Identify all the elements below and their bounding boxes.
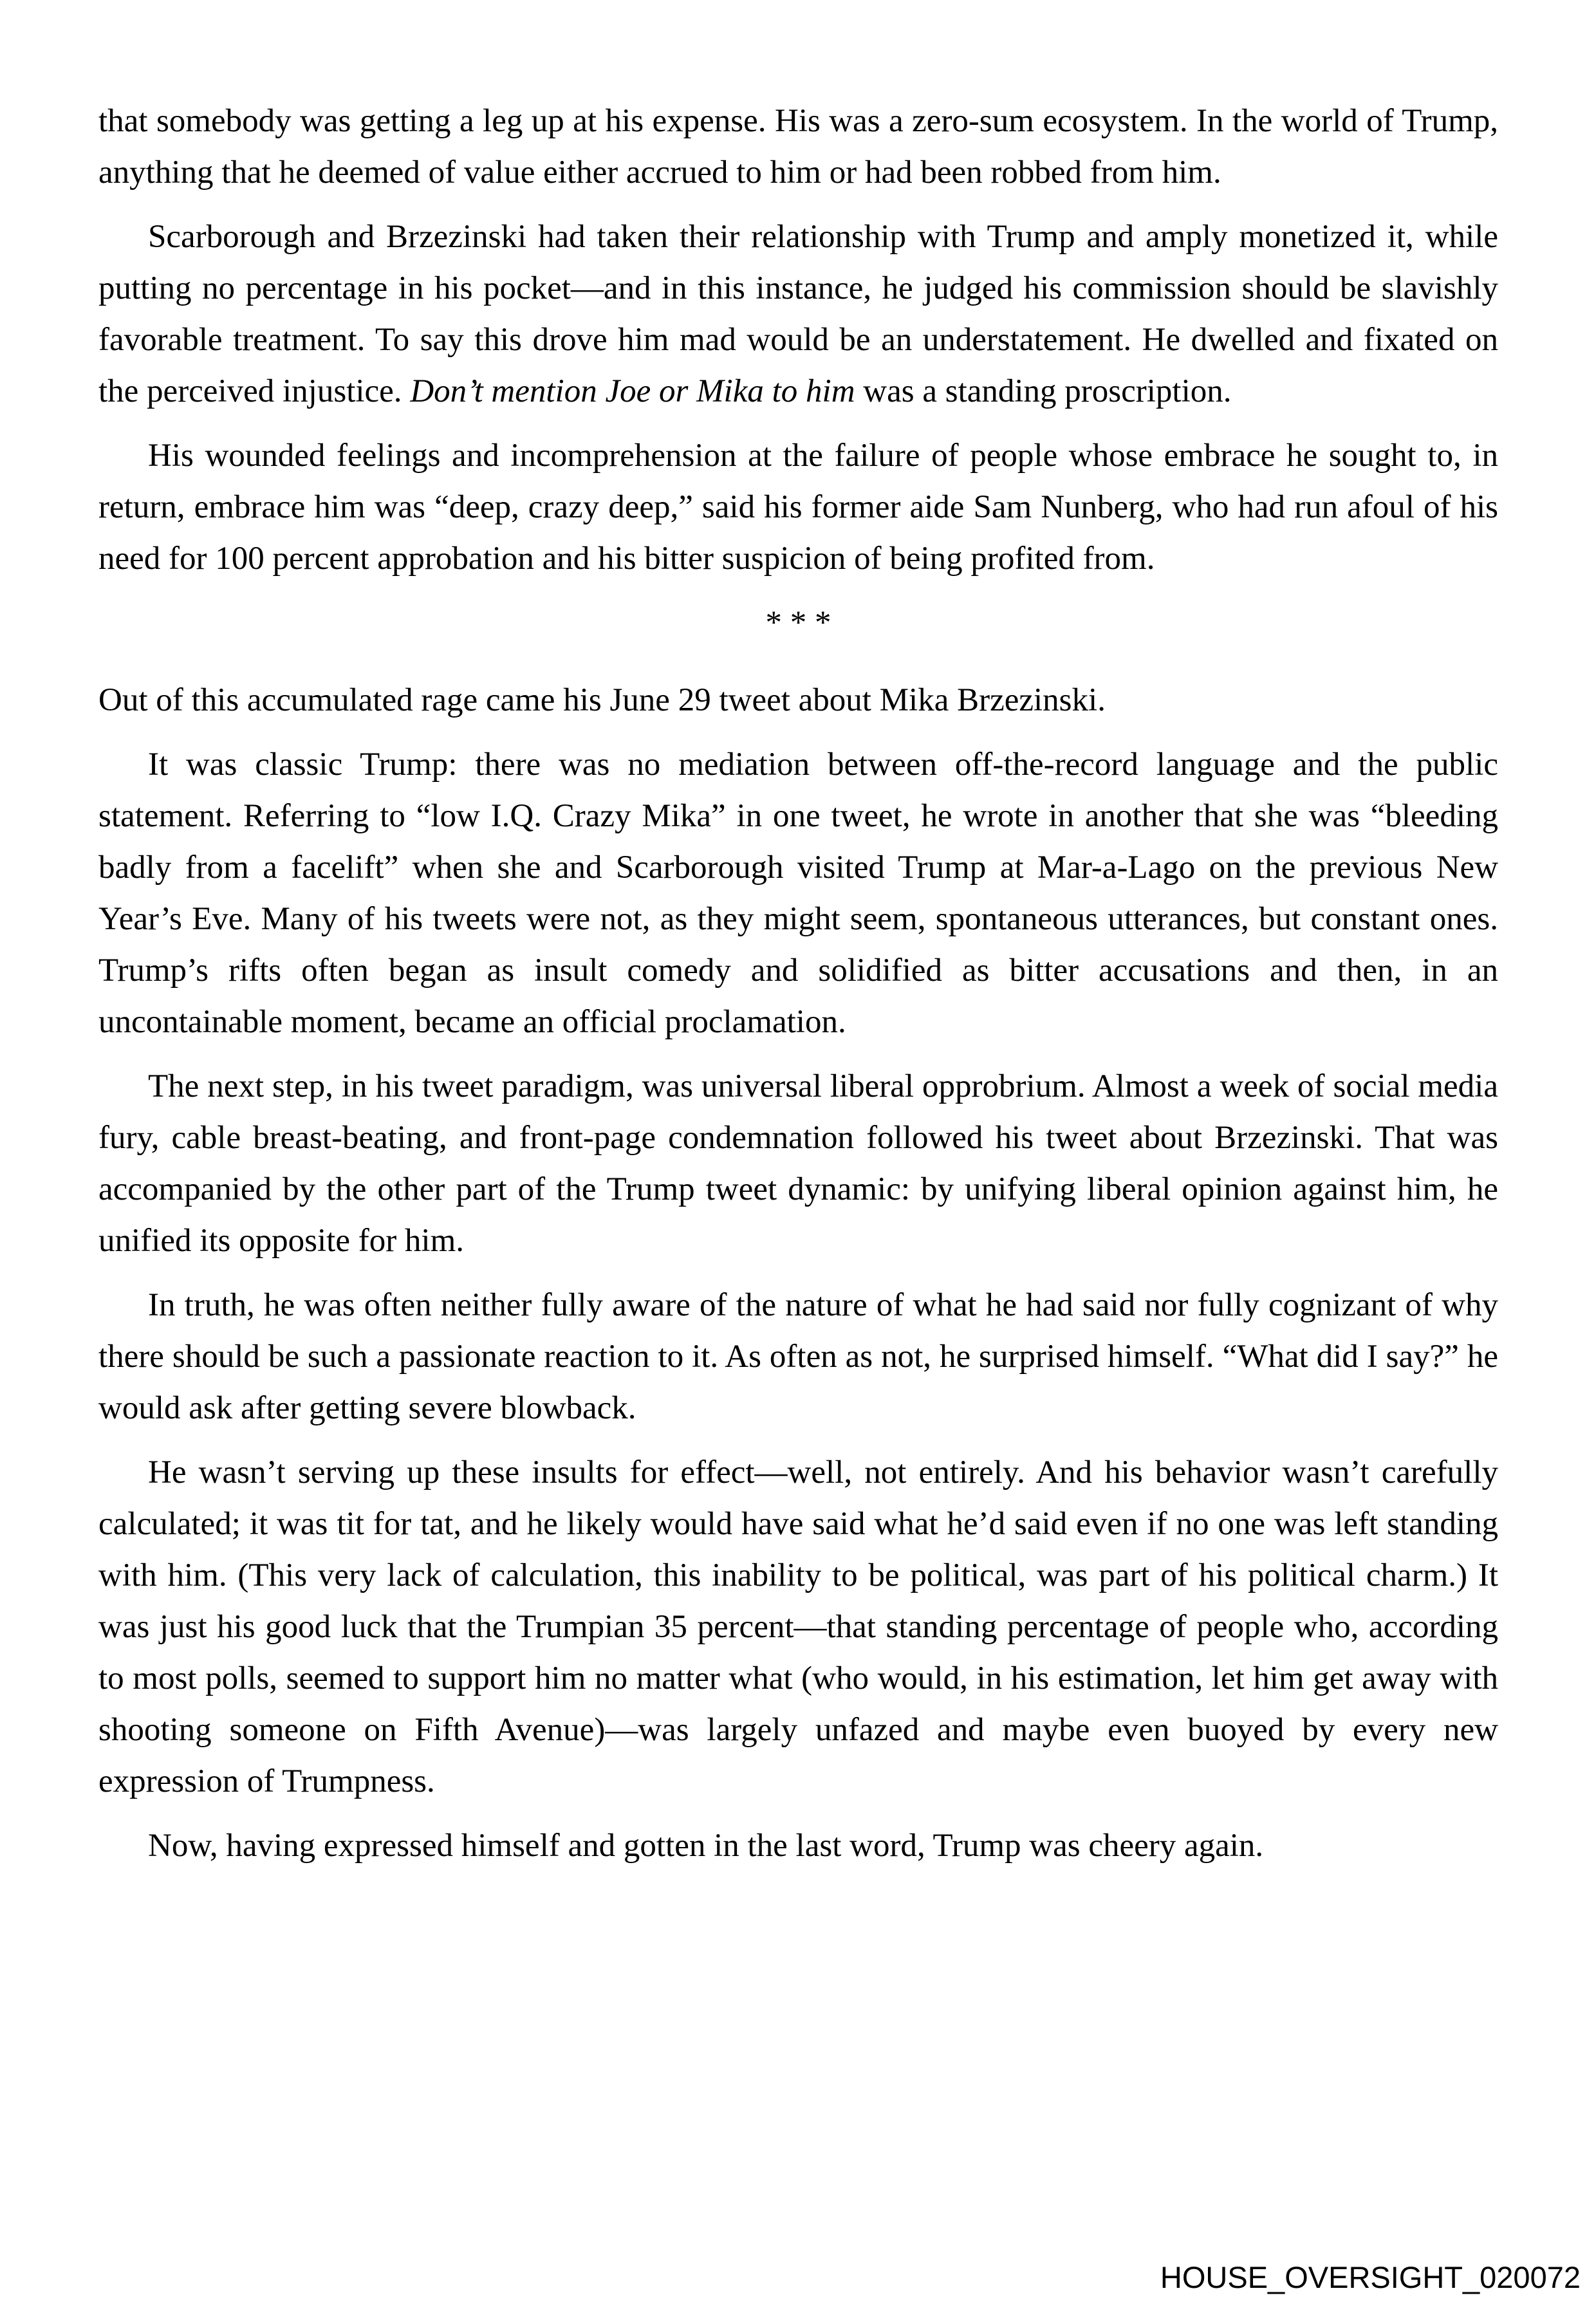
paragraph [98,211,1498,417]
paragraph [98,739,1498,1048]
bates-number: HOUSE_OVERSIGHT_020072 [1160,2260,1581,2295]
text-run: was a standing proscription. [855,373,1232,409]
paragraph [98,674,1498,726]
text-run: * * * [765,605,831,641]
italic-phrase: Don’t mention Joe or Mika to him [410,373,855,409]
text-run: Scarborough and Brzezinski had taken their relationship with Trump and amply monetized it, while putting no percentage in his pocket—and in this instance, he judged his commission should be slavishly favorable treatment. To say this drove him mad would be an understatement. He dwelled and fixated on the perceived injustice. [98,219,1498,409]
text-run: In truth, he was often neither fully aware of the nature of what he had said nor fully cognizant of why there should be such a passionate reaction to it. As often as not, he surprised himself. “What did I say?” he would ask after getting severe blowback. [98,1287,1498,1426]
text-run: He wasn’t serving up these insults for effect—well, not entirely. And his behavior wasn’t carefully calculated; it was tit for tat, and he likely would have said what he’d said even if no one was left standing with him. (This very lack of calculation, this inability to be political, was part of his political charm.) It was just his good luck that the Trumpian 35 percent—that standing percentage of people who, according to most polls, seemed to support him no matter what (who would, in his estimation, let him get away with shooting someone on Fifth Avenue)—was largely unfazed and maybe even buoyed by every new expression of Trumpness. [98,1454,1498,1799]
paragraph [98,1447,1498,1807]
paragraph [98,1820,1498,1871]
text-run: The next step, in his tweet paradigm, was universal liberal opprobrium. Almost a week of social media fury, cable breast-beating, and front-page condemnation followed his tweet about Brzezinski. That was accompanied by the other part of the Trump tweet dynamic: by unifying liberal opinion against him, he unified its opposite for him. [98,1068,1498,1259]
text-run: that somebody was getting a leg up at his expense. His was a zero-sum ecosystem. In the world of Trump, anything that he deemed of value either accrued to him or had been robbed from him. [98,103,1498,190]
body-text-block [98,95,1498,1884]
section-break-asterisks [98,597,1498,649]
paragraph [98,95,1498,198]
text-run: Out of this accumulated rage came his June 29 tweet about Mika Brzezinski. [98,682,1106,718]
text-run: His wounded feelings and incomprehension at the failure of people whose embrace he sought to, in return, embrace him was “deep, crazy deep,” said his former aide Sam Nunberg, who had run afoul of his need for 100 percent approbation and his bitter suspicion of being profited from. [98,438,1498,577]
text-run: Now, having expressed himself and gotten in the last word, Trump was cheery again. [148,1828,1264,1864]
paragraph [98,1279,1498,1434]
paragraph [98,430,1498,584]
text-run: It was classic Trump: there was no mediation between off-the-record language and the public statement. Referring to “low I.Q. Crazy Mika” in one tweet, he wrote in another that she was “bleeding badly from a facelift” when she and Scarborough visited Trump at Mar-a-Lago on the previous New Year’s Eve. Many of his tweets were not, as they might seem, spontaneous utterances, but constant ones. Trump’s rifts often began as insult comedy and solidified as bitter accusations and then, in an uncontainable moment, became an official proclamation. [98,747,1498,1040]
paragraph [98,1061,1498,1267]
